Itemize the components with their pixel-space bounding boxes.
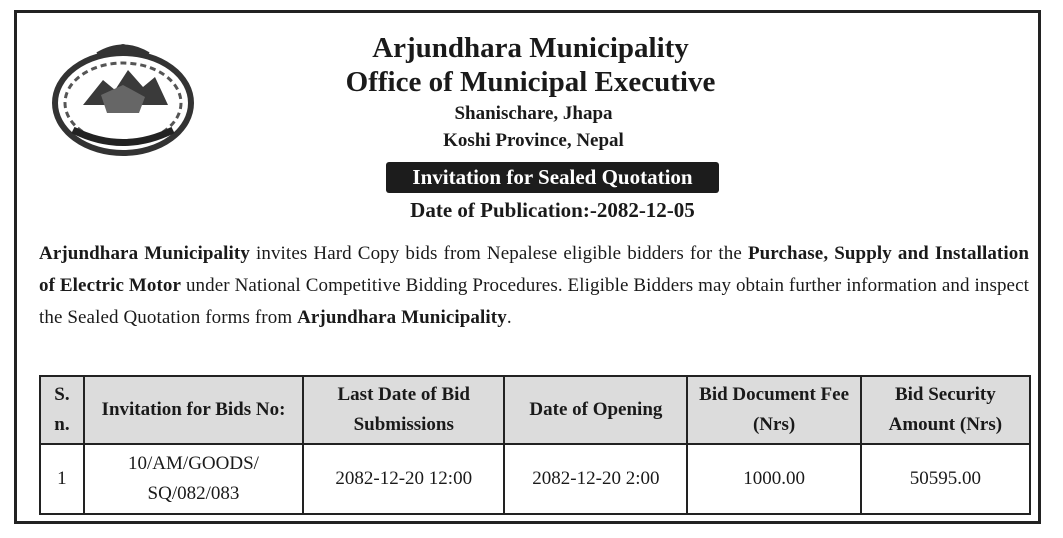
- office-name: Office of Municipal Executive: [345, 66, 716, 98]
- body-text-2: under National Competitive Bidding Procedures. Eligible Bidders may obtain further information and inspect the Sealed Quotation forms from: [39, 275, 1030, 328]
- notice-title-banner: Invitation for Sealed Quotation: [386, 162, 718, 193]
- body-text-3: .: [506, 307, 512, 328]
- notice-paragraph: [39, 238, 1029, 334]
- col-header-opening-date: Date of Opening: [504, 376, 687, 444]
- notice-frame: [14, 10, 1041, 524]
- table-row: [40, 444, 1030, 514]
- body-text-1: invites Hard Copy bids from Nepalese eligible bidders for the: [249, 243, 748, 264]
- org-name-inline-2: Arjundhara Municipality: [297, 307, 507, 328]
- org-name: Arjundhara Municipality: [372, 32, 689, 64]
- bid-table: [39, 375, 1031, 515]
- col-header-doc-fee: Bid Document Fee (Nrs): [687, 376, 860, 444]
- item-description: Purchase, Supply and Installation of Electric Motor: [39, 243, 1029, 296]
- cell-opening-date: 2082-12-20 2:00: [504, 444, 687, 514]
- col-header-sn: S. n.: [40, 376, 84, 444]
- address-line-1: Shanischare, Jhapa: [454, 103, 613, 124]
- cell-doc-fee: 1000.00: [687, 444, 860, 514]
- col-header-last-date: Last Date of Bid Submissions: [303, 376, 504, 444]
- table-header-row: [40, 376, 1030, 444]
- cell-security: 50595.00: [861, 444, 1030, 514]
- cell-sn: 1: [40, 444, 84, 514]
- cell-last-date: 2082-12-20 12:00: [303, 444, 504, 514]
- org-name-inline: Arjundhara Municipality: [39, 243, 250, 264]
- address-line-2: Koshi Province, Nepal: [443, 130, 624, 151]
- col-header-bid-no: Invitation for Bids No:: [84, 376, 303, 444]
- col-header-security: Bid Security Amount (Nrs): [861, 376, 1030, 444]
- publication-date: Date of Publication:-2082-12-05: [410, 198, 695, 222]
- cell-bid-no: 10/AM/GOODS/ SQ/082/083: [84, 444, 303, 514]
